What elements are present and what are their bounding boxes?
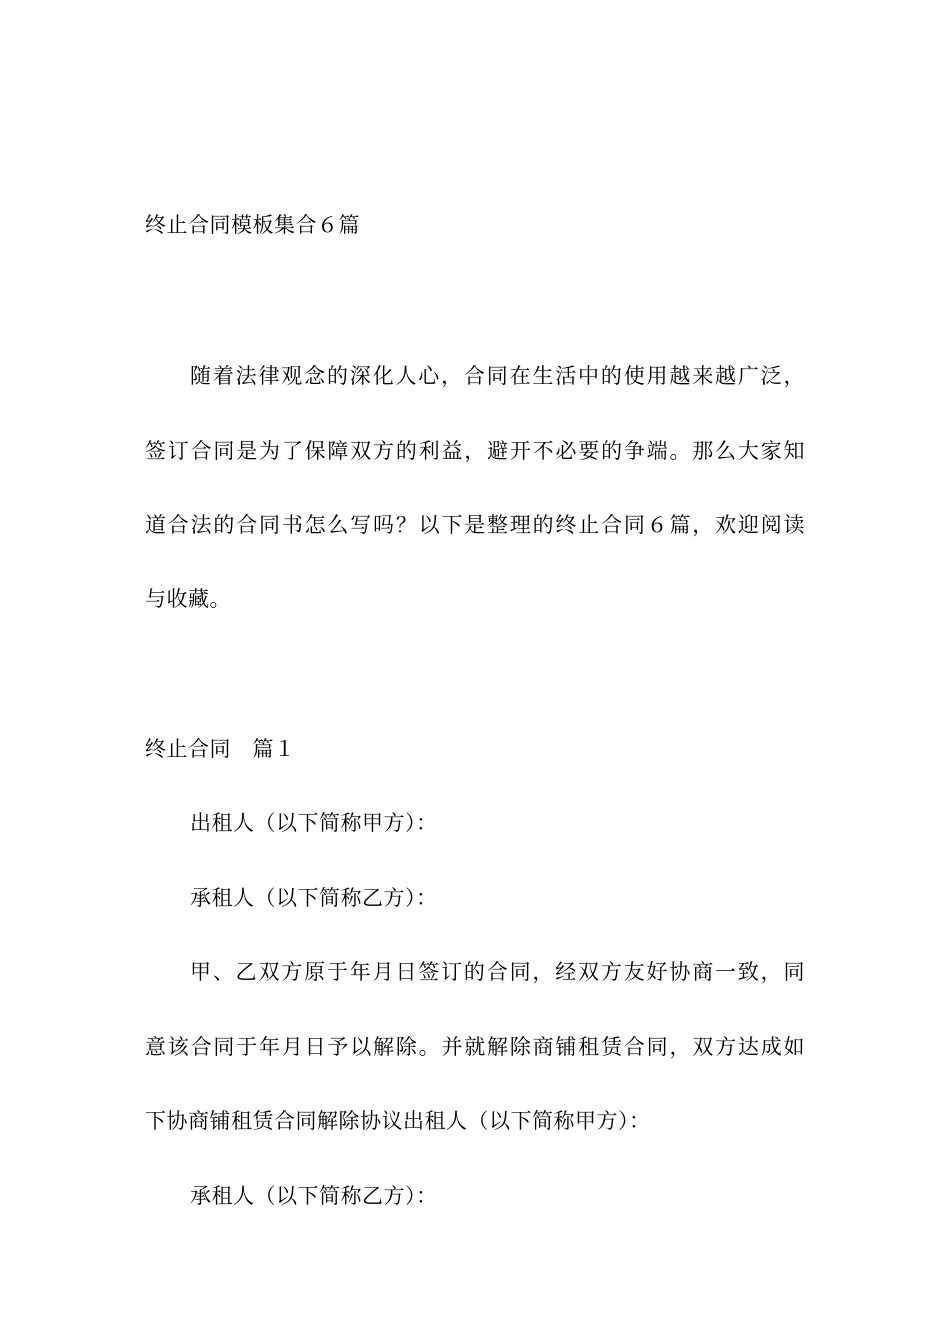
document-title: 终止合同模板集合６篇	[145, 213, 360, 237]
intro-line-2: 签订合同是为了保障双方的利益，避开不必要的争端。那么大家知	[145, 439, 805, 463]
lessee-line: 承租人（以下简称乙方）：	[190, 886, 438, 910]
section-1-heading: 终止合同 篇１	[145, 737, 296, 761]
body-line-1: 甲、乙双方原于年月日签订的合同，经双方友好协商一致，同	[190, 960, 805, 984]
intro-line-3: 道合法的合同书怎么写吗？以下是整理的终止合同６篇，欢迎阅读	[145, 513, 805, 537]
lessor-line: 出租人（以下简称甲方）：	[190, 811, 438, 835]
intro-line-1: 随着法律观念的深化人心，合同在生活中的使用越来越广泛，	[190, 364, 805, 388]
intro-line-4: 与收藏。	[145, 587, 231, 611]
body-line-2: 意该合同于年月日予以解除。并就解除商铺租赁合同，双方达成如	[145, 1035, 805, 1059]
body-line-3: 下协商铺租赁合同解除协议出租人（以下简称甲方）：	[145, 1109, 651, 1133]
lessee-repeat-line: 承租人（以下简称乙方）：	[190, 1184, 438, 1208]
